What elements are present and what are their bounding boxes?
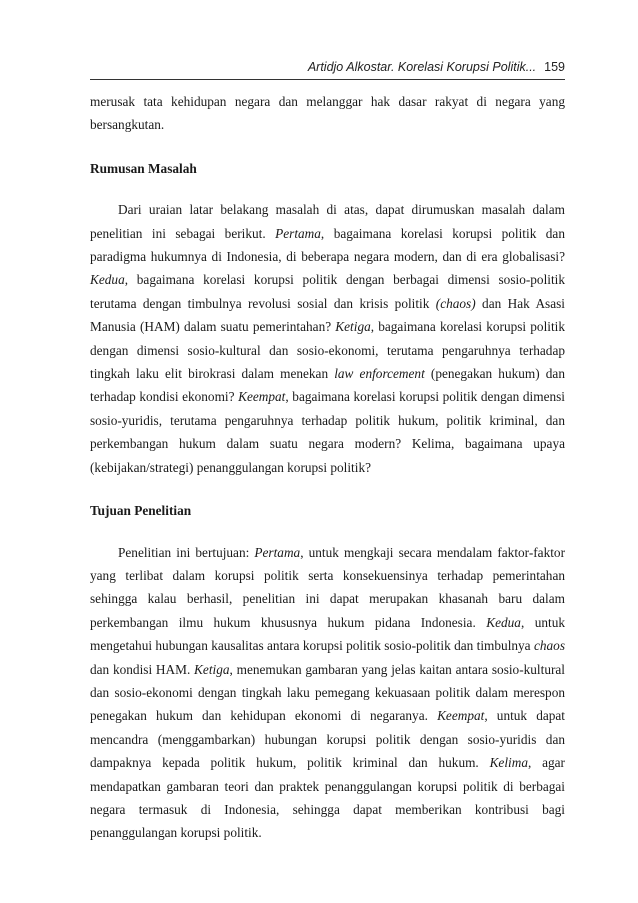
running-title: Artidjo Alkostar. Korelasi Korupsi Politik... (307, 60, 537, 74)
rumusan-masalah-paragraph: Dari uraian latar belakang masalah di atas, dapat dirumuskan masalah dalam penelitian ini sebagai berikut. Pertama, bagaimana korelasi korupsi politik dan paradigma hukumnya di Indonesia, di beberapa negara modern, dan di era globalisasi? Kedua, bagaimana korelasi korupsi politik dengan berbagai dimensi sosio-politik terutama dengan timbulnya revolusi sosial dan krisis politik (chaos) dan Hak Asasi Manusia (HAM) dalam suatu pemerintahan? Ketiga, bagaimana korelasi korupsi politik dengan dimensi sosio-kultural dan sosio-ekonomi, terutama pengaruhnya terhadap tingkah laku elit birokrasi dalam menekan law enforcement (penegakan hukum) dan terhadap kondisi ekonomi? Keempat, bagaimana korelasi korupsi politik dengan dimensi sosio-yuridis, terutama pengaruhnya terhadap politik hukum, politik kriminal, dan perkembangan hukum dalam suatu negara modern? Kelima, bagaimana upaya (kebijakan/strategi) penanggulangan korupsi politik? (90, 202, 565, 475)
header-rule (90, 79, 565, 80)
intro-paragraph: merusak tata kehidupan negara dan melanggar hak dasar rakyat di negara yang bersangkutan. (90, 94, 565, 133)
heading-tujuan-penelitian: Tujuan Penelitian (90, 503, 192, 519)
tujuan-penelitian-paragraph: Penelitian ini bertujuan: Pertama, untuk mengkaji secara mendalam faktor-faktor yang terlibat dalam korupsi politik serta konsekuensinya terhadap pemerintahan sehingga kalau berhasil, penelitian ini dapat merupakan khasanah baru dalam perkembangan ilmu hukum khususnya hukum pidana Indonesia. Kedua, untuk mengetahui hubungan kausalitas antara korupsi politik sosio-politik dan timbulnya chaos dan kondisi HAM. Ketiga, menemukan gambaran yang jelas kaitan antara sosio-kultural dan sosio-ekonomi dengan tingkah laku pemegang kekuasaan politik dalam merespon penegakan hukum dan kehidupan ekonomi di negaranya. Keempat, untuk dapat mencandra (menggambarkan) hubungan korupsi politik dengan sosio-yuridis dan dampaknya kepada politik hukum, politik kriminal dan hukum. Kelima, agar mendapatkan gambaran teori dan praktek penanggulangan korupsi politik di berbagai negara termasuk di Indonesia, sehingga dapat memberikan kontribusi bagi penanggulangan korupsi politik. (90, 544, 566, 841)
heading-rumusan-masalah: Rumusan Masalah (90, 160, 197, 176)
running-header (90, 60, 565, 74)
page-body (90, 90, 565, 845)
page-number: 159 (544, 60, 565, 74)
